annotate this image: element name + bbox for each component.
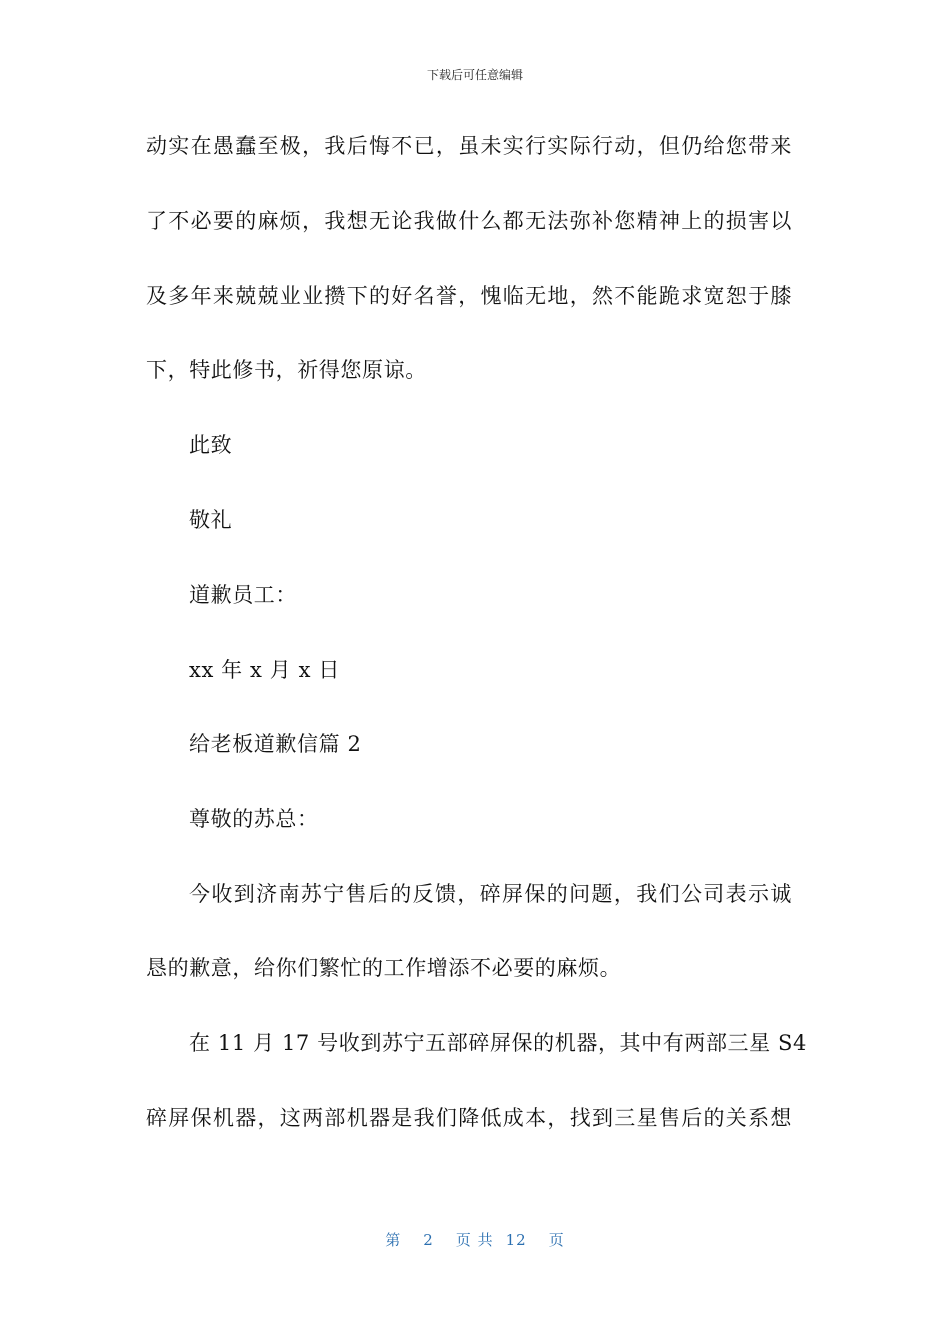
footer-middle: 页 共 xyxy=(455,1231,494,1249)
page-footer xyxy=(0,1229,950,1250)
greeting: 尊敬的苏总： xyxy=(189,807,319,831)
paragraph-line-4: 下，特此修书，祈得您原谅。 xyxy=(146,358,427,382)
footer-page-number: 2 xyxy=(423,1231,434,1249)
paragraph-line-1: 动实在愚蠢至极，我后悔不已，虽未实行实际行动，但仍给您带来 xyxy=(146,134,792,158)
paragraph-line-7: 在 11 月 17 号收到苏宁五部碎屏保的机器，其中有两部三星 S4 xyxy=(189,1031,807,1055)
footer-total-pages: 12 xyxy=(505,1231,527,1249)
closing-salutation: 此致 xyxy=(189,433,233,457)
page-header: 下载后可任意编辑 xyxy=(426,68,523,82)
paragraph-line-3: 及多年来兢兢业业攒下的好名誉，愧临无地，然不能跪求宽恕于膝 xyxy=(146,284,792,308)
section-title: 给老板道歉信篇 2 xyxy=(189,732,362,756)
footer-suffix: 页 xyxy=(548,1231,565,1249)
paragraph-line-5: 今收到济南苏宁售后的反馈，碎屏保的问题，我们公司表示诚 xyxy=(189,882,792,906)
footer-prefix: 第 xyxy=(385,1231,402,1249)
paragraph-line-2: 了不必要的麻烦，我想无论我做什么都无法弥补您精神上的损害以 xyxy=(146,209,792,233)
signature-label: 道歉员工： xyxy=(189,583,297,607)
paragraph-line-8: 碎屏保机器，这两部机器是我们降低成本，找到三星售后的关系想 xyxy=(146,1106,792,1130)
signature-date: xx 年 x 月 x 日 xyxy=(189,658,340,682)
paragraph-line-6: 恳的歉意，给你们繁忙的工作增添不必要的麻烦。 xyxy=(146,956,622,980)
closing-regards: 敬礼 xyxy=(189,508,233,532)
